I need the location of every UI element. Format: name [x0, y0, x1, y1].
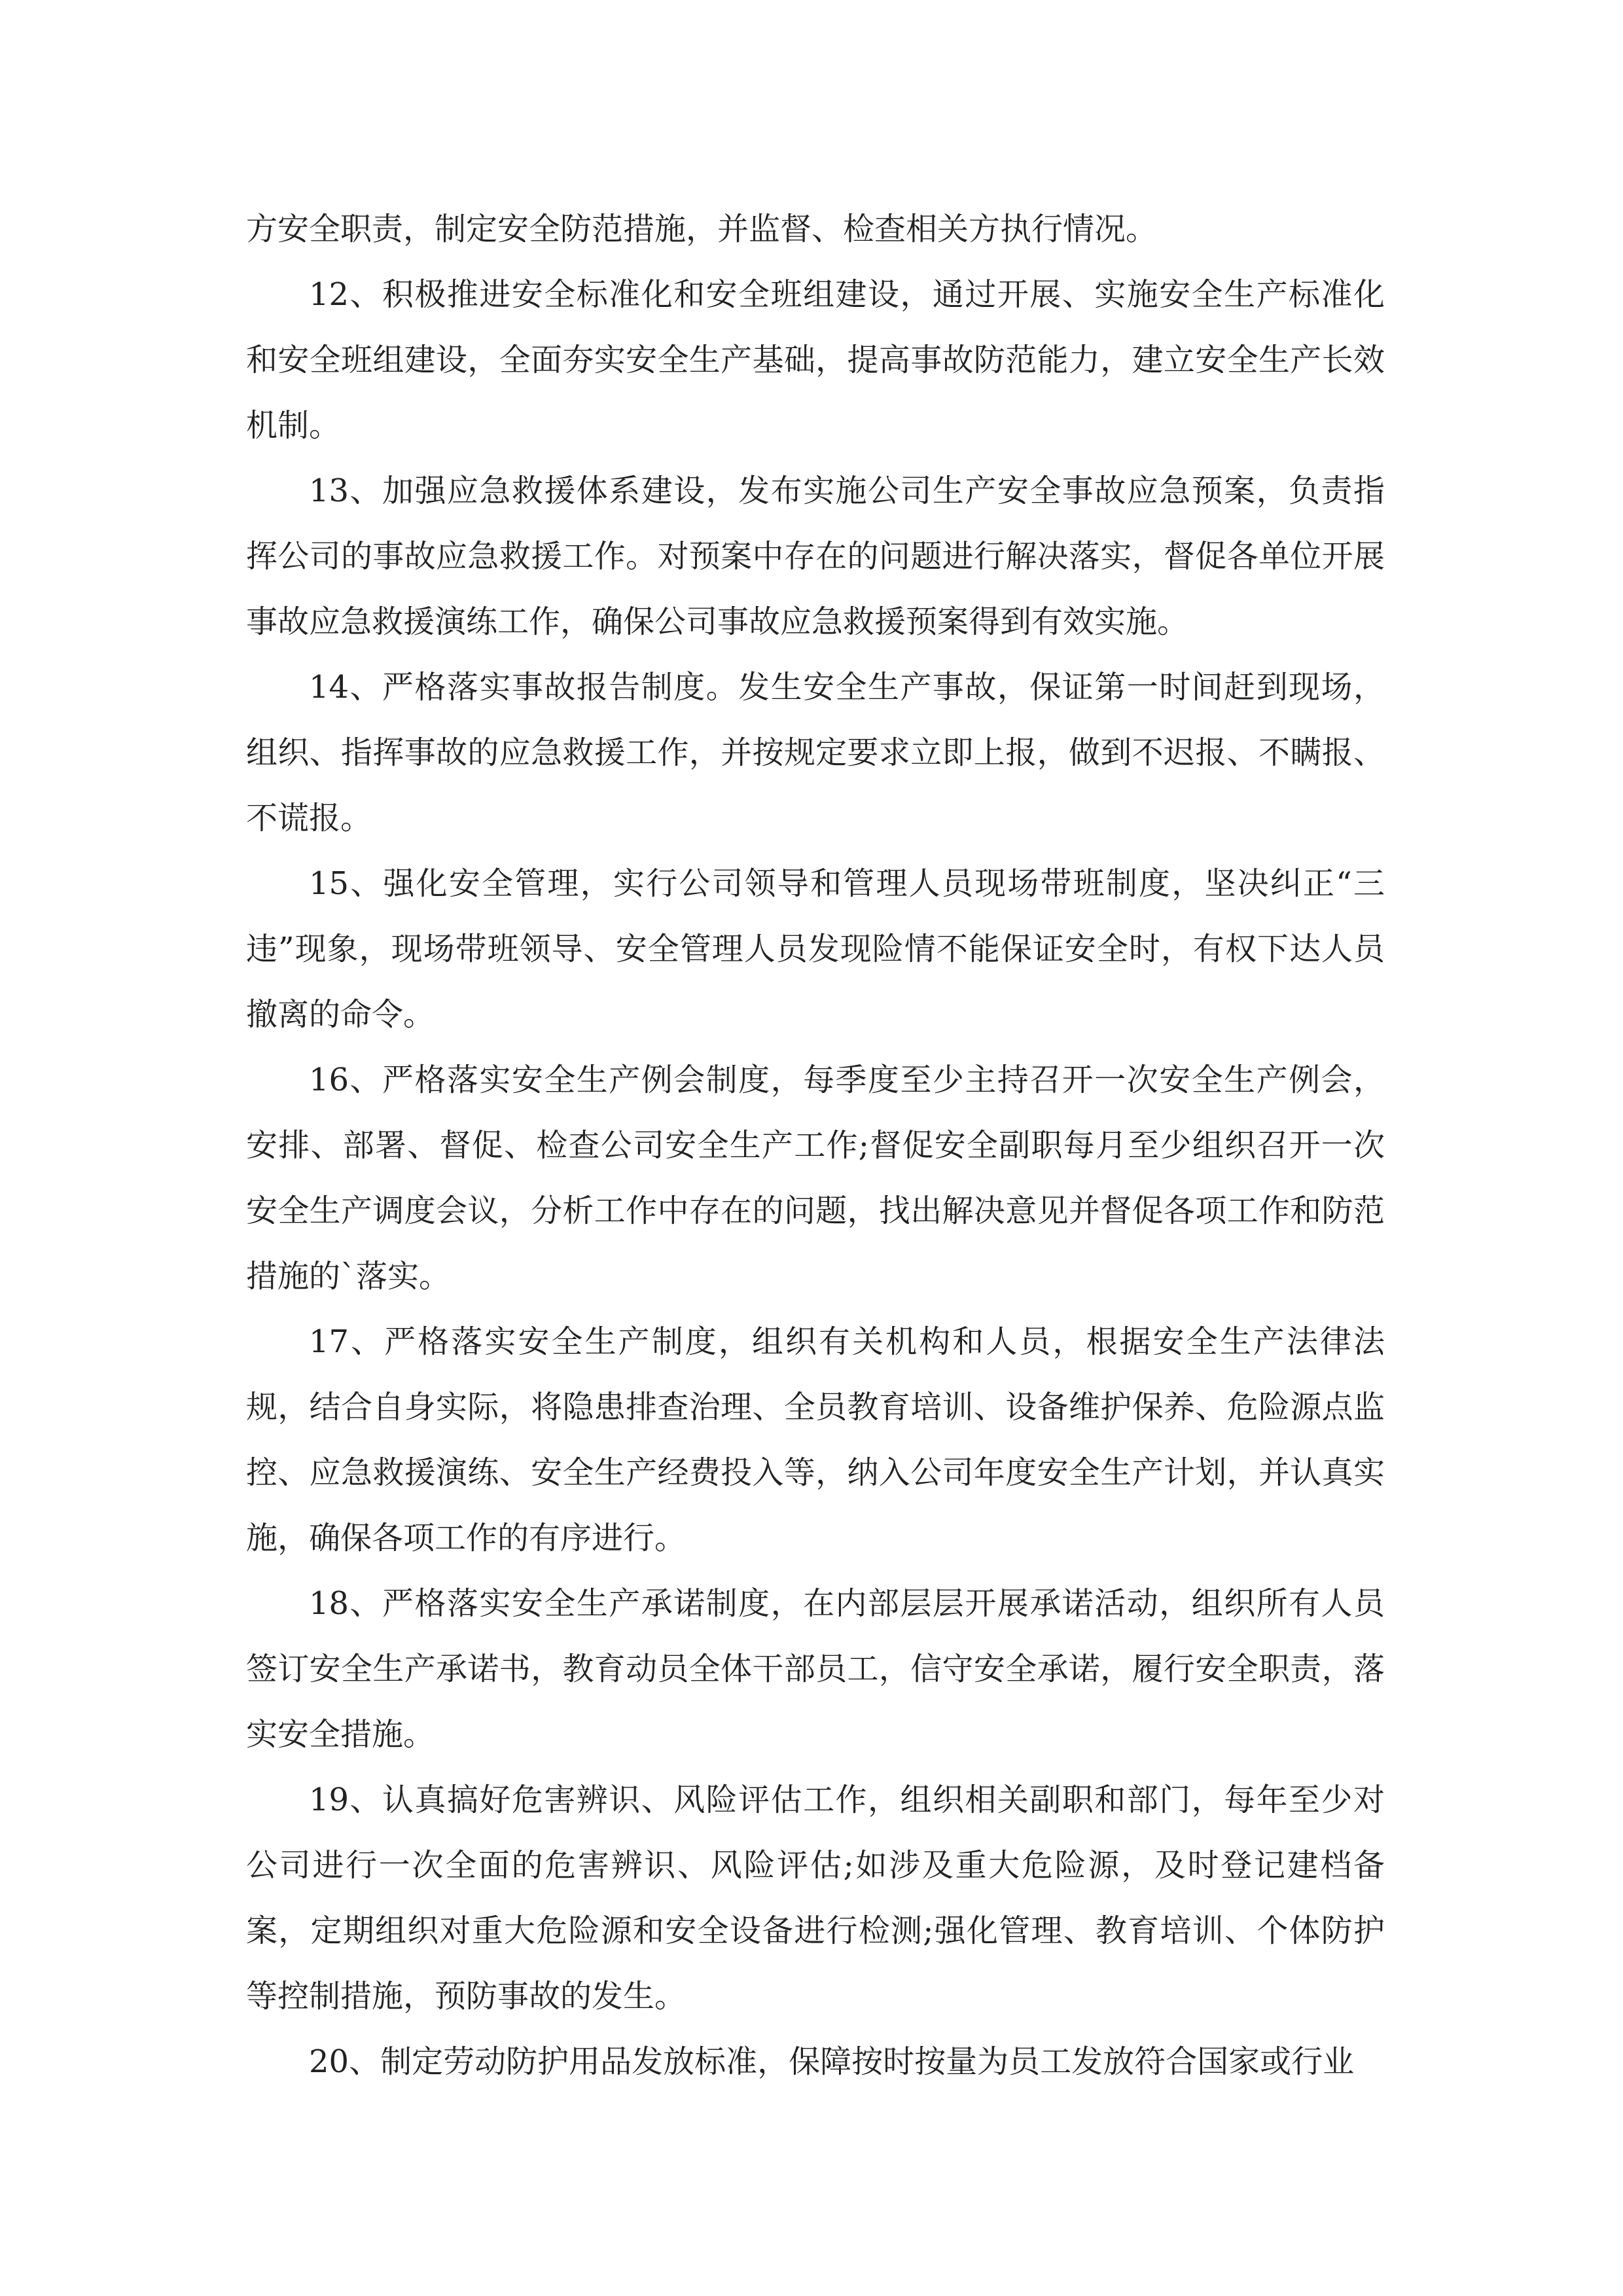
- paragraph-item-17: 17、严格落实安全生产制度，组织有关机构和人员，根据安全生产法律法规，结合自身实际，将隐患排查治理、全员教育培训、设备维护保养、危险源点监控、应急救援演练、安全生产经费投入等，纳入公司年度安全生产计划，并认真实施，确保各项工作的有序进行。: [246, 1323, 1385, 1556]
- paragraph-item-12: 12、积极推进安全标准化和安全班组建设，通过开展、实施安全生产标准化和安全班组建设，全面夯实安全生产基础，提高事故防范能力，建立安全生产长效机制。: [246, 276, 1385, 444]
- paragraph-item-20: 20、制定劳动防护用品发放标准，保障按时按量为员工发放符合国家或行业: [309, 2043, 1355, 2080]
- paragraph-item-15: 15、强化安全管理，实行公司领导和管理人员现场带班制度，坚决纠正“三违”现象，现场带班领导、安全管理人员发现险情不能保证安全时，有权下达人员撤离的命令。: [246, 865, 1385, 1033]
- paragraph-item-14: 14、严格落实事故报告制度。发生安全生产事故，保证第一时间赶到现场，组织、指挥事故的应急救援工作，并按规定要求立即上报，做到不迟报、不瞒报、不谎报。: [246, 669, 1385, 836]
- paragraph-item-18: 18、严格落实安全生产承诺制度，在内部层层开展承诺活动，组织所有人员签订安全生产承诺书，教育动员全体干部员工，信守安全承诺，履行安全职责，落实安全措施。: [246, 1585, 1385, 1753]
- paragraph-item-16: 16、严格落实安全生产例会制度，每季度至少主持召开一次安全生产例会，安排、部署、督促、检查公司安全生产工作;督促安全副职每月至少组织召开一次安全生产调度会议，分析工作中存在的问题，找出解决意见并督促各项工作和防范措施的`落实。: [246, 1062, 1385, 1295]
- document-body: [246, 196, 1385, 2094]
- paragraph-item-13: 13、加强应急救援体系建设，发布实施公司生产安全事故应急预案，负责指挥公司的事故应急救援工作。对预案中存在的问题进行解决落实，督促各单位开展事故应急救援演练工作，确保公司事故应急救援预案得到有效实施。: [246, 473, 1385, 640]
- paragraph-continuation: 方安全职责，制定安全防范措施，并监督、检查相关方执行情况。: [246, 211, 1158, 247]
- paragraph-item-19: 19、认真搞好危害辨识、风险评估工作，组织相关副职和部门，每年至少对公司进行一次全面的危害辨识、风险评估;如涉及重大危险源，及时登记建档备案，定期组织对重大危险源和安全设备进行检测;强化管理、教育培训、个体防护等控制措施，预防事故的发生。: [246, 1782, 1385, 2015]
